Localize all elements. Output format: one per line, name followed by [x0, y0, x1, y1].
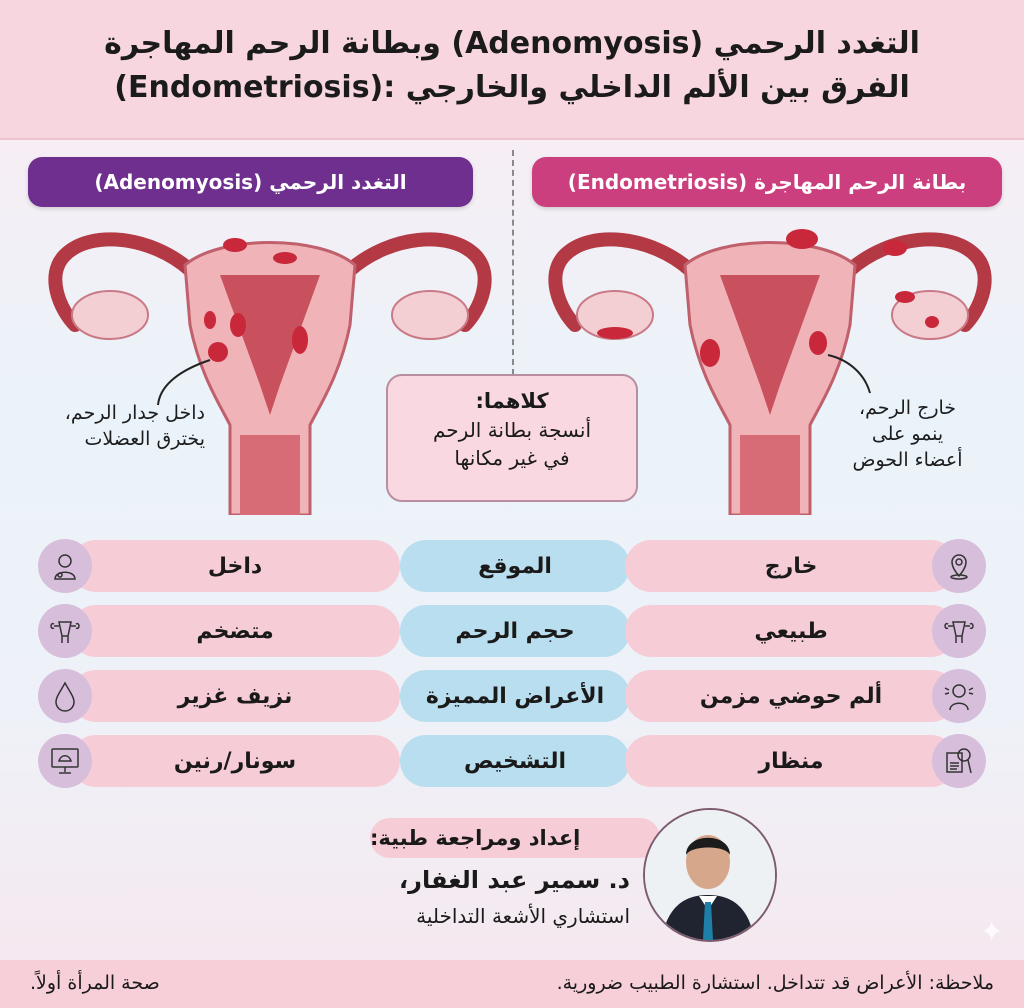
title-line-2: (Endometriosis): الفرق بين الألم الداخلي والخارجي — [114, 70, 910, 105]
comparison-row-diagnosis — [0, 735, 1024, 787]
title-line-1: التغدد الرحمي (Adenomyosis) وبطانة الرحم المهاجرة — [104, 26, 920, 61]
endometriosis-value: خارج — [625, 540, 957, 592]
author-avatar — [643, 808, 777, 942]
sparkle-icon: ✦ — [980, 915, 1004, 948]
endometriosis-value: منظار — [625, 735, 957, 787]
footer-note: ملاحظة: الأعراض قد تتداخل. استشارة الطبيب ضرورية. — [556, 972, 994, 994]
uterus-icon — [932, 604, 986, 658]
adenomyosis-value: سونار/رنين — [70, 735, 400, 787]
endometriosis-value: طبيعي — [625, 605, 957, 657]
author-title: استشاري الأشعة التداخلية — [416, 904, 630, 928]
header — [0, 0, 1024, 140]
footer — [0, 960, 1024, 1008]
comparison-row-location — [0, 540, 1024, 592]
adenomyosis-heading: التغدد الرحمي (Adenomyosis) — [28, 157, 473, 207]
common-feature-line: في غير مكانها — [454, 446, 570, 470]
adenomyosis-value: داخل — [70, 540, 400, 592]
pain-person-icon — [932, 669, 986, 723]
row-label: الموقع — [400, 540, 630, 592]
ultrasound-monitor-icon — [38, 734, 92, 788]
credits-label: إعداد ومراجعة طبية: — [370, 818, 660, 858]
uterus-icon — [38, 604, 92, 658]
callout-line: ينمو على — [871, 423, 944, 445]
adenomyosis-value: نزيف غزير — [70, 670, 400, 722]
author-name: د. سمير عبد الغفار، — [399, 866, 630, 894]
row-label: حجم الرحم — [400, 605, 630, 657]
common-feature-title: كلاهما: — [475, 389, 549, 413]
doctor-icon — [38, 539, 92, 593]
common-feature-box — [386, 374, 638, 502]
column-divider — [512, 150, 514, 375]
comparison-row-symptoms — [0, 670, 1024, 722]
magnifier-report-icon — [932, 734, 986, 788]
callout-line: داخل جدار الرحم، — [64, 402, 205, 424]
adenomyosis-value: متضخم — [70, 605, 400, 657]
footer-brand: صحة المرأة أولاً. — [30, 972, 160, 994]
row-label: التشخيص — [400, 735, 630, 787]
common-feature-line: أنسجة بطانة الرحم — [432, 418, 592, 442]
drop-icon — [38, 669, 92, 723]
row-label: الأعراض المميزة — [400, 670, 630, 722]
callout-line: أعضاء الحوض — [852, 449, 963, 471]
endometriosis-value: ألم حوضي مزمن — [625, 670, 957, 722]
callout-line: خارج الرحم، — [858, 397, 957, 419]
location-pin-icon — [932, 539, 986, 593]
endometriosis-heading: بطانة الرحم المهاجرة (Endometriosis) — [532, 157, 1002, 207]
callout-line: يخترق العضلات — [84, 428, 205, 450]
adenomyosis-callout — [30, 400, 205, 452]
endometriosis-callout — [825, 395, 990, 473]
comparison-row-uterus-size — [0, 605, 1024, 657]
